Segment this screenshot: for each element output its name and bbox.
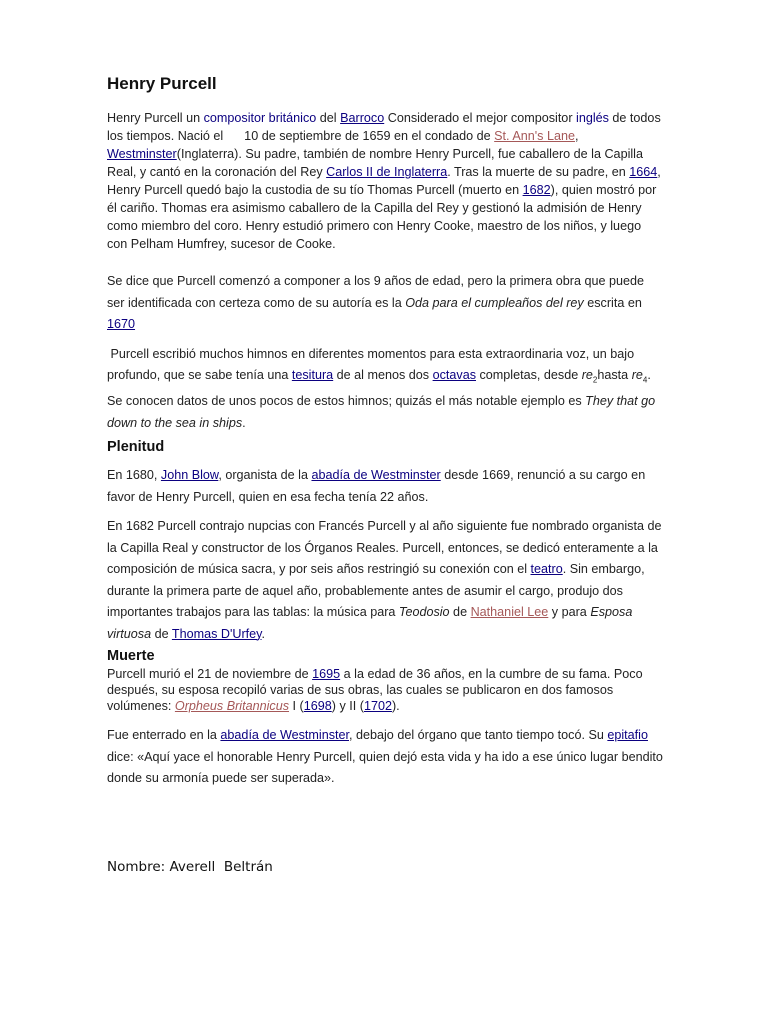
author-name: Nombre: Averell Beltrán [107, 858, 273, 875]
italic-title: They that go down to the sea in ships [107, 394, 659, 430]
text: escrita en [583, 295, 642, 310]
link-orpheus-britannicus[interactable]: Orpheus Britannicus [174, 699, 290, 714]
link-john-blow[interactable]: John Blow [160, 468, 219, 483]
text: . [261, 626, 266, 641]
text: . Sin embargo, durante la primera parte de aquel año, probablemente antes de asumir el cargo, produjo dos importantes trabajos para las tablas: la música para [107, 562, 645, 620]
subscript: 4 [642, 375, 648, 385]
link-nathaniel-lee[interactable]: Nathaniel Lee [470, 605, 549, 620]
link-1670[interactable]: 1670 [107, 317, 136, 331]
text: dice: «Aquí yace el honorable Henry Purcell, quien dejó esta vida y ha ido a ese único lugar bendito donde su armonía puede ser superada». [107, 749, 663, 786]
text: En 1682 Purcell contrajo nupcias con Francés Purcell y al año siguiente fue nombrado organista de la Capilla Real y constructor de los Órganos Reales. Purcell, entonces, se dedicó enteramente a la composición de música sacra, y por seis años restringió su conexión con el [107, 519, 662, 577]
link-1682[interactable]: 1682 [522, 183, 551, 197]
link-epitafio[interactable]: epitafio [607, 728, 648, 743]
text: de todos los tiempos. Nació el 10 de septiembre de 1659 en el condado de [107, 111, 665, 143]
muerte-paragraph-2 [107, 725, 663, 790]
link-carlos-ii[interactable]: Carlos II de Inglaterra [326, 165, 448, 179]
text: , debajo del órgano que tanto tiempo tocó. Su [349, 728, 608, 743]
text: completas, desde [476, 368, 582, 382]
page-title: Henry Purcell [107, 74, 217, 93]
text: Purcell murió el 21 de noviembre de [107, 667, 313, 682]
text: . Tras la muerte de su padre, en [447, 165, 630, 179]
link-tesitura[interactable]: tesitura [291, 368, 334, 382]
document-body [107, 74, 663, 876]
link-1702[interactable]: 1702 [363, 699, 392, 714]
plenitud-paragraph-2 [107, 516, 663, 645]
link-ingles[interactable]: inglés [576, 111, 609, 125]
link-1698[interactable]: 1698 [303, 699, 332, 714]
text: de [151, 626, 172, 641]
text: , organista de la [218, 468, 312, 483]
link-octavas[interactable]: octavas [432, 368, 476, 382]
plenitud-paragraph-1 [107, 465, 663, 508]
text: Henry Purcell un [107, 111, 204, 125]
link-abadia-westminster-2[interactable]: abadía de Westminster [220, 728, 349, 743]
subscript: 2 [592, 375, 598, 385]
text: , [574, 129, 579, 143]
text: En 1680, [107, 468, 161, 483]
text: Purcell escribió muchos himnos en diferentes momentos para esta extraordinaria voz, un bajo profundo, que se sabe tenía una [107, 346, 638, 382]
text: del [316, 111, 341, 125]
italic-title: Oda para el cumpleaños del rey [405, 295, 584, 310]
italic-title: Esposa virtuosa [107, 605, 633, 641]
italic-title: Teodosio [398, 605, 450, 620]
link-thomas-durfey[interactable]: Thomas D'Urfey [171, 626, 262, 641]
composition-paragraph [107, 271, 663, 336]
text: ) y II ( [331, 699, 364, 714]
text: Considerado el mejor compositor [384, 111, 577, 125]
text: Se dice que Purcell comenzó a componer a los 9 años de edad, pero la primera obra que puede ser identificada con certeza como de su autoría es la [107, 274, 644, 310]
link-1664[interactable]: 1664 [629, 165, 658, 179]
text: Fue enterrado en la [107, 728, 221, 743]
link-1695[interactable]: 1695 [312, 667, 341, 682]
muerte-paragraph-1 [107, 666, 663, 714]
heading-muerte: Muerte [107, 648, 155, 665]
heading-plenitud: Plenitud [107, 439, 165, 456]
link-barroco[interactable]: Barroco [340, 111, 385, 125]
text: ), quien mostró por él cariño. Thomas era asimismo caballero de la Capilla del Rey y gestionó la admisión de Henry como miembro del coro. Henry estudió primero con Henry Cooke, maestro de los niños, y luego con Pelham Humfrey, sucesor de Cooke. [107, 183, 657, 251]
text: desde 1669, renunció a su cargo en favor de Henry Purcell, quien en esa fecha tenía 22 años. [107, 468, 646, 504]
note-re: re [631, 368, 643, 382]
text: . [242, 415, 246, 430]
text: , Henry Purcell quedó bajo la custodia de su tío Thomas Purcell (muerto en [107, 165, 661, 197]
text: hasta [597, 368, 632, 382]
text: I ( [289, 699, 304, 714]
intro-paragraph [107, 109, 663, 253]
text: a la edad de 36 años, en la cumbre de su fama. Poco después, su esposa recopiló varias de sus obras, las cuales se publicaron en dos famosos volúmenes: [107, 667, 643, 714]
text: y para [548, 605, 591, 620]
text: (Inglaterra). Su padre, también de nombre Henry Purcell, fue caballero de la Capilla Real, y cantó en la coronación del Rey [107, 147, 643, 179]
link-abadia-westminster[interactable]: abadía de Westminster [311, 468, 441, 483]
link-westminster[interactable]: Westminster [107, 147, 177, 161]
hymns-paragraph [107, 344, 663, 435]
text: . Se conocen datos de unos pocos de estos himnos; quizás el más notable ejemplo es [107, 368, 655, 409]
link-compositor-britanico[interactable]: compositor británico [203, 111, 317, 125]
text: de al menos dos [333, 368, 433, 382]
note-re: re [581, 368, 593, 382]
link-teatro[interactable]: teatro [530, 562, 563, 577]
text: de [449, 605, 471, 620]
link-st-anns-lane[interactable]: St. Ann's Lane [494, 129, 575, 143]
text: ). [391, 699, 400, 714]
